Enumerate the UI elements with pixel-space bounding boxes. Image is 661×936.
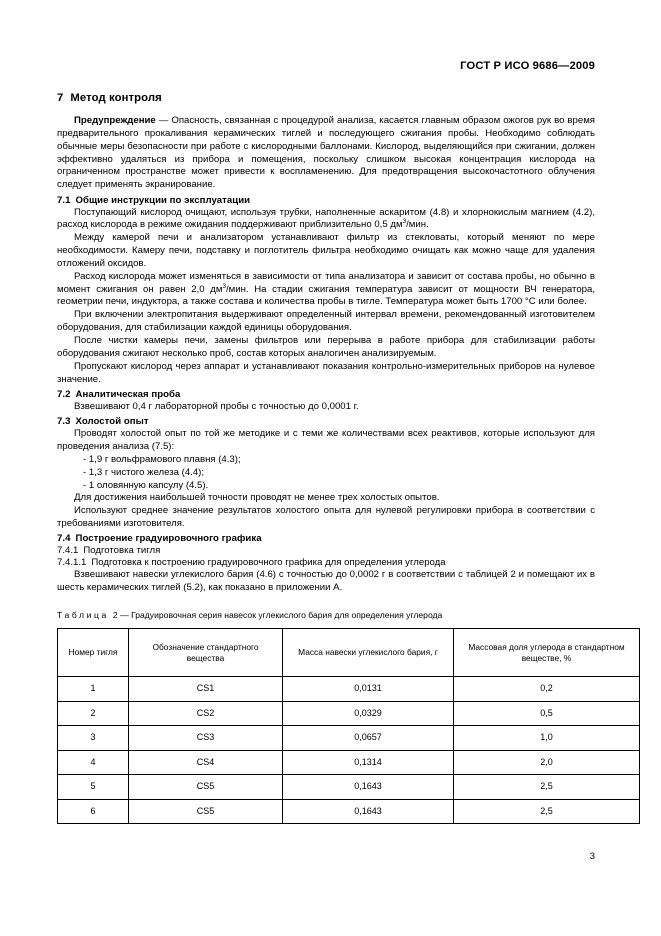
heading-clause-7-4-number: 7.4 (57, 533, 71, 545)
table-2-cell-fraction: 1,0 (454, 726, 640, 751)
table-2-cell-designation: CS5 (129, 799, 283, 824)
table-2-caption-word: Таблица (57, 610, 109, 621)
heading-clause-7-4 (57, 533, 595, 544)
heading-clause-7-1-title: Общие инструкции по эксплуатации (75, 194, 251, 206)
table-2-cell-number: 4 (58, 750, 129, 775)
table-2-cell-fraction: 0,2 (454, 677, 640, 702)
heading-clause-7-2-number: 7.2 (57, 388, 71, 400)
heading-clause-7-1-number: 7.1 (57, 194, 71, 206)
clause-7-3-list-item-1: - 1,9 г вольфрамового плавня (4.3); (83, 453, 241, 465)
clause-7-1-paragraph-3: Расход кислорода может изменяться в зависимости от типа анализатора и зависит от состава пробы, но обычно в момент сжигания он равен 2,0 $дм^3$/мин. На стадии сжигания температура зависит от мощности ВЧ генератора, геометрии печи, индуктора, а также состава и количества пробы в тигле. Температура может быть 1700 °С или более. (57, 270, 595, 308)
heading-clause-7-4-1-1 (57, 557, 595, 568)
table-2-cell-mass: 0,0657 (283, 726, 454, 751)
heading-clause-7-2 (57, 389, 595, 400)
table-2-cell-fraction: 2,0 (454, 750, 640, 775)
table-row (58, 750, 640, 775)
heading-clause-7-1 (57, 195, 595, 206)
clause-7-1-paragraph-2: Между камерой печи и анализатором устанавливают фильтр из стекловаты, который меняют по мере необходимости. Камеру печи, подставку и поглотитель фильтра необходимо очищать как можно чаще для удаления отложений оксидов. (57, 232, 595, 269)
table-2-head (58, 629, 640, 677)
table-2-col-header-barium-mass: Масса навески углекислого бария, г (283, 629, 454, 677)
table-row (58, 677, 640, 702)
clause-7-3-list-item-2: - 1,3 г чистого железа (4.4); (83, 466, 205, 478)
heading-clause-7-4-1-number: 7.4.1 (57, 545, 79, 557)
table-2-cell-designation: CS3 (129, 726, 283, 751)
clause-7-4-1-1-paragraph: Взвешивают навески углекислого бария (4.6) с точностью до 0,0002 г в соответствии с таблицей 2 и помещают их в шесть керамических тиглей (5.2), как показано в приложении А. (57, 569, 595, 594)
warning-text: — Опасность, связанная с процедурой анализа, касается главным образом ожогов рук во время предварительного прокаливания керамических тиглей и последующего сжигания пробы. Необходимо соблюдать обычные меры безопасности при работе с кислородными баллонами. Кислород, выделяющийся при сжигании, должен эффективно удаляться из прибора и помещения, поскольку слишком высокая концентрация кислорода на ограниченном пространстве может привести к воспламенению. Для предотвращения высокочастотного облучения следует применять экранирование. (57, 115, 595, 191)
clause-7-3-intro: Проводят холостой опыт по той же методике и с теми же количествами всех реактивов, которые используют для проведения анализа (7.5): (57, 428, 595, 453)
heading-clause-7-number: 7 (57, 92, 64, 104)
clause-7-1-paragraph-5: После чистки камеры печи, замены фильтров или перерыва в работе прибора для стабилизации работы оборудования сжигают несколько проб, состав которых аналогичен анализируемым. (57, 335, 595, 359)
table-row (58, 775, 640, 800)
table-2-caption-number: 2 (112, 610, 118, 621)
table-2-cell-designation: CS2 (129, 701, 283, 726)
heading-clause-7-2-title: Аналитическая проба (75, 388, 181, 400)
table-2-cell-number: 2 (58, 701, 129, 726)
table-2-caption-title: Градуировочная серия навесок углекислого бария для определения углерода (131, 610, 443, 621)
table-2-caption-dash: — (120, 610, 129, 621)
table-2-cell-fraction: 0,5 (454, 701, 640, 726)
heading-clause-7-4-1-1-title: Подготовка к построению градуировочного графика для определения углерода (91, 557, 446, 569)
table-2-cell-number: 5 (58, 775, 129, 800)
table-2 (57, 628, 640, 824)
warning-paragraph (57, 115, 595, 192)
table-2-cell-fraction: 2,5 (454, 775, 640, 800)
heading-clause-7-3 (57, 416, 595, 427)
table-2-col-header-carbon-fraction: Массовая доля углерода в стандартном веществе, % (454, 629, 640, 677)
heading-clause-7-title: Метод контроля (70, 92, 162, 104)
table-2-cell-number: 3 (58, 726, 129, 751)
table-row (58, 701, 640, 726)
table-2-cell-designation: CS1 (129, 677, 283, 702)
running-header: ГОСТ Р ИСО 9686—2009 (460, 60, 595, 72)
clause-7-1-paragraph-6: Пропускают кислород через аппарат и устанавливают показания контрольно-измерительных приборов на нулевое значение. (57, 360, 595, 385)
table-2-col-header-crucible-number: Номер тигля (58, 629, 129, 677)
clause-7-3-paragraph-after-1: Для достижения наибольшей точности проводят не менее трех холостых опытов. (74, 492, 440, 504)
table-2-cell-mass: 0,1643 (283, 799, 454, 824)
clause-7-1-paragraph-1: Поступающий кислород очищают, используя трубки, наполненные аскаритом (4.8) и хлорнокислым магнием (4.2), расход кислорода в режиме ожидания поддерживают приблизительно 0,5 $дм^3$/мин. (57, 206, 595, 231)
page-number: 3 (589, 851, 595, 862)
clause-7-3-paragraph-after-2: Используют среднее значение результатов холостого опыта для нулевой регулировки прибора в соответствии с требованиями изготовителя. (57, 505, 595, 530)
table-2-header-row (58, 629, 640, 677)
table-2-cell-designation: CS5 (129, 775, 283, 800)
page-content (57, 92, 625, 824)
heading-clause-7-4-1-title: Подготовка тигля (83, 545, 161, 557)
table-2-cell-number: 6 (58, 799, 129, 824)
table-2-cell-mass: 0,1643 (283, 775, 454, 800)
clause-7-3-list-item-3: - 1 оловянную капсулу (4.5). (83, 479, 209, 491)
clause-7-2-paragraph: Взвешивают 0,4 г лабораторной пробы с точностью до 0,0001 г. (74, 400, 359, 412)
warning-label: Предупреждение (74, 115, 156, 126)
heading-clause-7-4-1 (57, 545, 595, 556)
table-row (58, 799, 640, 824)
table-2-cell-fraction: 2,5 (454, 799, 640, 824)
heading-clause-7-3-number: 7.3 (57, 416, 71, 428)
clause-7-1-paragraph-4: При включении электропитания выдерживают определенный интервал времени, рекомендованный изготовителем оборудования, для стабилизации каждой единицы оборудования. (57, 309, 595, 334)
table-2-cell-mass: 0,1314 (283, 750, 454, 775)
table-2-cell-designation: CS4 (129, 750, 283, 775)
heading-clause-7-3-title: Холостой опыт (75, 416, 149, 428)
table-2-col-header-substance-designation: Обозначение стандартного вещества (129, 629, 283, 677)
table-2-caption (57, 610, 595, 620)
heading-clause-7-4-title: Построение градуировочного графика (75, 533, 262, 545)
table-2-cell-mass: 0,0131 (283, 677, 454, 702)
table-2-body (58, 677, 640, 824)
heading-clause-7 (57, 92, 595, 104)
table-2-cell-number: 1 (58, 677, 129, 702)
table-2-cell-mass: 0,0329 (283, 701, 454, 726)
table-row (58, 726, 640, 751)
heading-clause-7-4-1-1-number: 7.4.1.1 (57, 557, 87, 569)
